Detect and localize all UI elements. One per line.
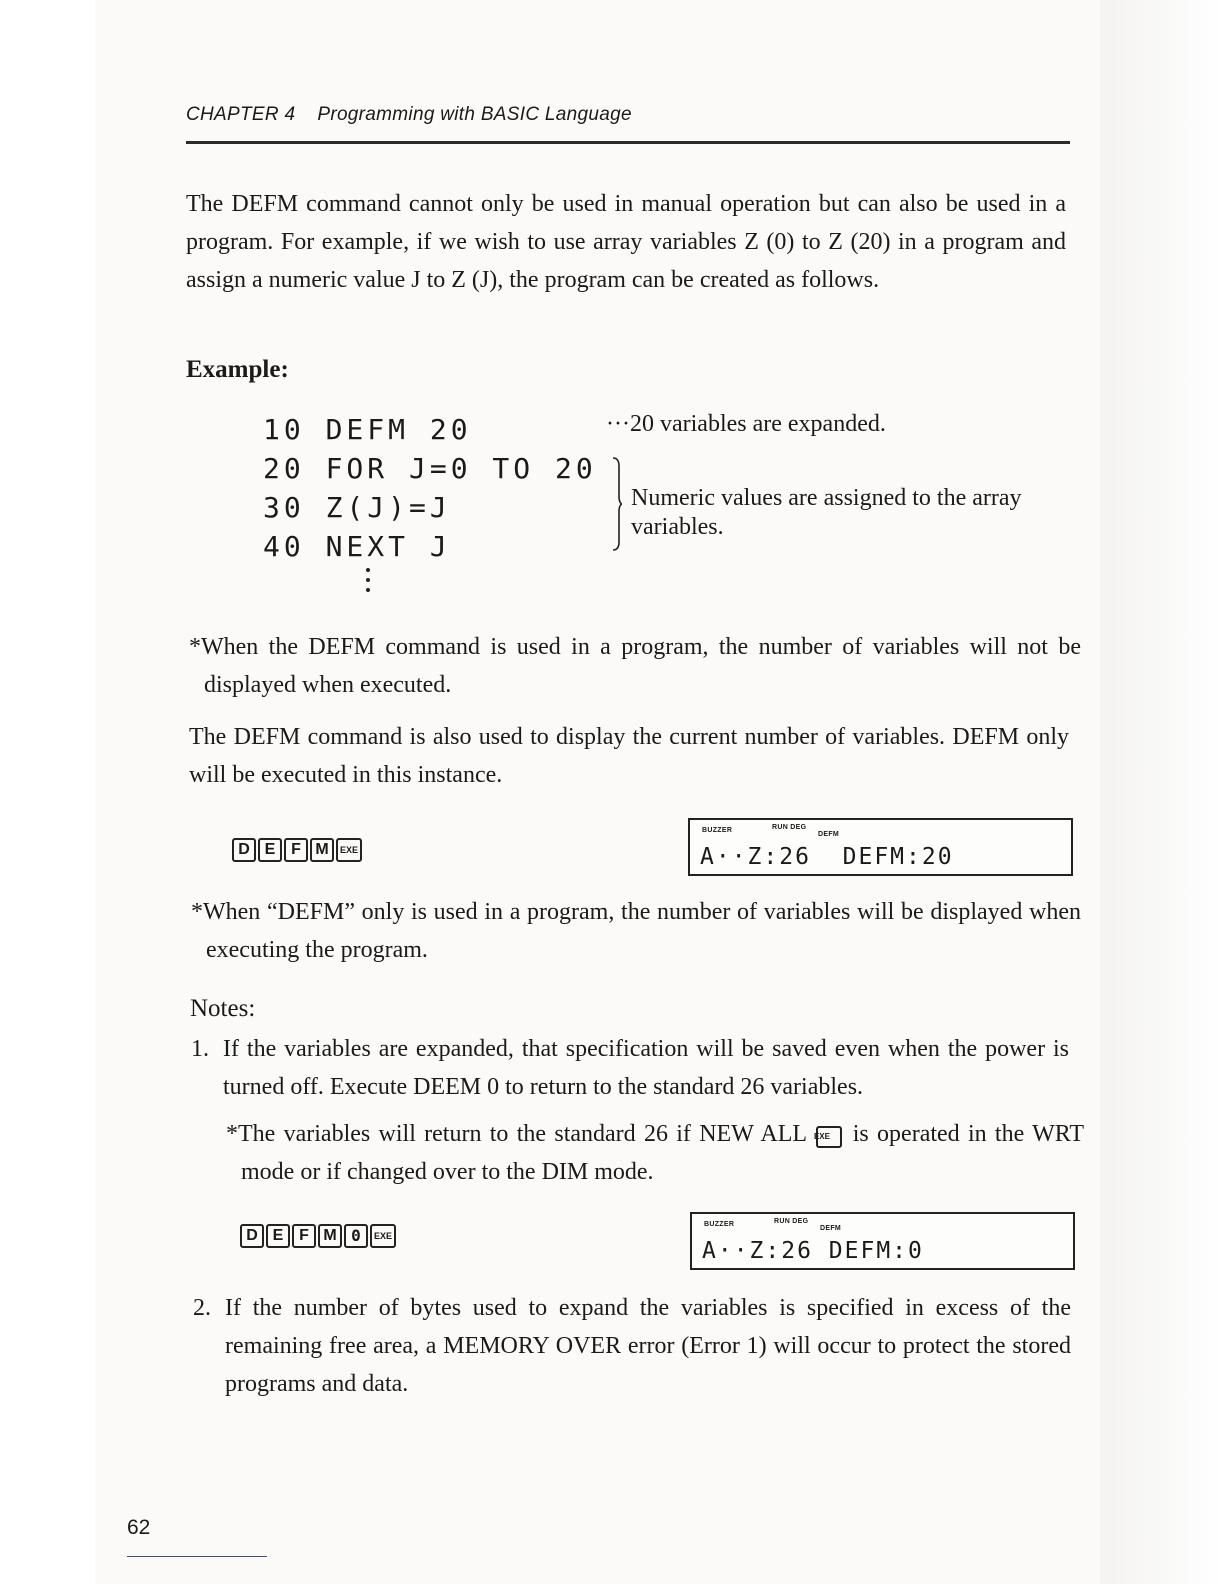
indicator-defm: DEFM xyxy=(820,1225,842,1232)
note-text: If the number of bytes used to expand the variables is specified in excess of the remaining free area, a MEMORY OVER error (Error 1) will occur to protect the stored programs and data. xyxy=(225,1295,1071,1397)
note-number: 1. xyxy=(191,1036,209,1062)
annotation-assigned: Numeric values are assigned to the array variables. xyxy=(631,485,1022,540)
key-d: D xyxy=(232,838,256,862)
note-item-2 xyxy=(193,1289,1071,1403)
note-text: If the variables are expanded, that specification will be saved even when the power is turned off. Execute DEEM 0 to return to the standard 26 variables. xyxy=(223,1036,1069,1100)
key-f: F xyxy=(292,1224,316,1248)
defm-display-paragraph: The DEFM command is also used to display the current number of variables. DEFM only will be executed in this instance. xyxy=(189,724,1069,788)
key-m: M xyxy=(318,1224,342,1248)
code-line: 30 Z(J)=J xyxy=(263,491,451,524)
key-0: 0 xyxy=(344,1224,368,1248)
brace-icon xyxy=(612,456,622,552)
continuation-dots xyxy=(366,568,370,598)
intro-paragraph: The DEFM command cannot only be used in manual operation but can also be used in a program. For example, if we wish to use array variables Z (0) to Z (20) in a program and assign a numeric value J to Z (J), the program can be created as follows. xyxy=(186,191,1066,293)
note-defm-only: *When “DEFM” only is used in a program, the number of variables will be displayed when executing the program. xyxy=(191,899,1081,963)
indicator-buzzer: BUZZER xyxy=(704,1221,735,1228)
subnote-text-b: is operated in the WRT mode or if changed over to the DIM mode. xyxy=(241,1121,1084,1185)
running-header xyxy=(186,104,632,126)
key-e: E xyxy=(266,1224,290,1248)
page-number: 62 xyxy=(127,1516,151,1539)
note-item-1 xyxy=(191,1030,1069,1106)
indicator-run-deg: RUN DEG xyxy=(772,824,807,831)
key-exe-inline: EXE xyxy=(816,1126,842,1148)
indicator-buzzer: BUZZER xyxy=(702,827,733,834)
code-line: 10 DEFM 20 xyxy=(263,413,472,446)
note-defm-program: *When the DEFM command is used in a program, the number of variables will not be displayed when executed. xyxy=(189,634,1081,698)
key-sequence-defm-0 xyxy=(240,1224,396,1248)
key-m: M xyxy=(310,838,334,862)
key-exe: EXE xyxy=(336,838,362,862)
lcd-text: A··Z:26 DEFM:20 xyxy=(700,844,954,870)
key-exe: EXE xyxy=(370,1224,396,1248)
key-e: E xyxy=(258,838,282,862)
subnote-text-a: *The variables will return to the standard 26 if NEW ALL xyxy=(226,1121,807,1147)
code-listing xyxy=(263,410,597,566)
lcd-display-1 xyxy=(688,818,1073,876)
chapter-number: CHAPTER 4 xyxy=(186,104,296,125)
code-line: 40 NEXT J xyxy=(263,530,451,563)
code-line: 20 FOR J=0 TO 20 xyxy=(263,452,597,485)
example-label: Example: xyxy=(186,356,289,383)
indicator-defm: DEFM xyxy=(818,831,840,838)
lcd-display-2 xyxy=(690,1212,1075,1270)
subnote-new-all xyxy=(226,1115,1084,1191)
header-rule xyxy=(186,141,1070,144)
chapter-title: Programming with BASIC Language xyxy=(317,104,632,125)
key-d: D xyxy=(240,1224,264,1248)
key-f: F xyxy=(284,838,308,862)
page-edge-shadow xyxy=(1100,0,1224,1584)
footer-rule xyxy=(127,1556,267,1557)
indicator-run-deg: RUN DEG xyxy=(774,1218,809,1225)
lcd-text: A··Z:26 DEFM:0 xyxy=(702,1238,924,1264)
notes-label: Notes: xyxy=(190,995,256,1022)
annotation-expanded: ···20 variables are expanded. xyxy=(606,411,886,437)
note-number: 2. xyxy=(193,1295,211,1321)
key-sequence-defm xyxy=(232,838,362,862)
